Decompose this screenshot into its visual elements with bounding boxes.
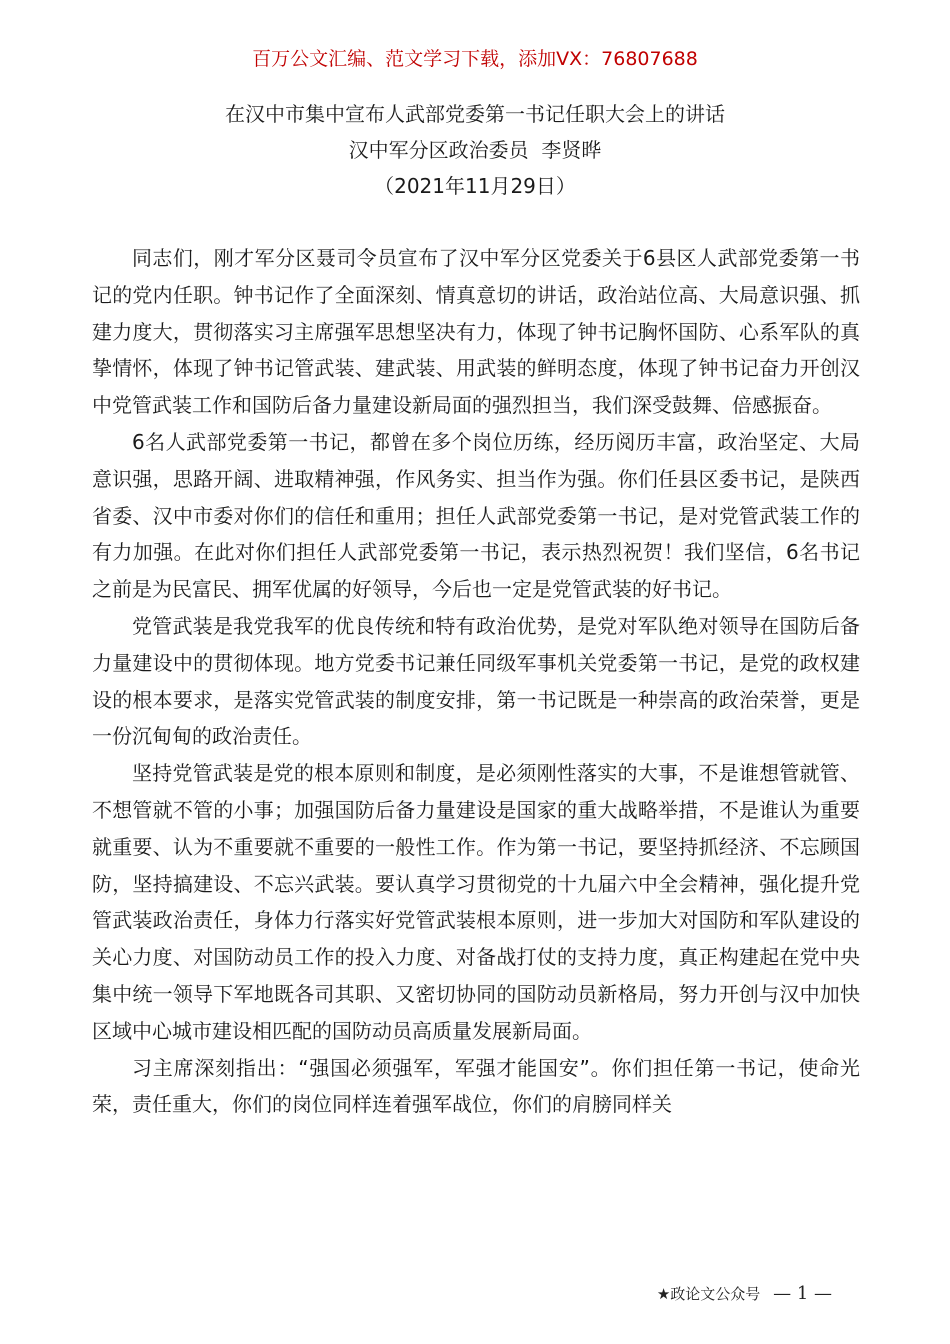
paragraph: 同志们，刚才军分区聂司令员宣布了汉中军分区党委关于6县区人武部党委第一书记的党内任职。钟书记作了全面深刻、情真意切的讲话，政治站位高、大局意识强、抓建力度大，贯彻落实习主席强军思想坚决有力，体现了钟书记胸怀国防、心系军队的真挚情怀，体现了钟书记管武装、建武装、用武装的鲜明态度，体现了钟书记奋力开创汉中党管武装工作和国防后备力量建设新局面的强烈担当，我们深受鼓舞、倍感振奋。 — [92, 246, 860, 418]
paragraph: 坚持党管武装是党的根本原则和制度，是必须刚性落实的大事，不是谁想管就管、不想管就不管的小事；加强国防后备力量建设是国家的重大战略举措，不是谁认为重要就重要、认为不重要就不重要的一般性工作。作为第一书记，要坚持抓经济、不忘顾国防，坚持搞建设、不忘兴武装。要认真学习贯彻党的十九届六中全会精神，强化提升党管武装政治责任，身体力行落实好党管武装根本原则，进一步加大对国防和军队建设的关心力度、对国防动员工作的投入力度、对备战打仗的支持力度，真正构建起在党中央集中统一领导下军地既各司其职、又密切协同的国防动员新格局，努力开创与汉中加快区域中心城市建设相匹配的国防动员高质量发展新局面。 — [92, 761, 860, 1043]
header-banner: 百万公文汇编、范文学习下载，添加VX：76807688 — [252, 48, 698, 70]
footer-label: ★政论文公众号 — [656, 1285, 761, 1303]
body-text — [92, 240, 860, 1123]
speech-title: 在汉中市集中宣布人武部党委第一书记任职大会上的讲话 — [225, 102, 725, 126]
paragraph: 习主席深刻指出：“强国必须强军，军强才能国安”。你们担任第一书记，使命光荣，责任重大，你们的岗位同样连着强军战位，你们的肩膀同样关 — [92, 1055, 860, 1117]
paragraph: 6名人武部党委第一书记，都曾在多个岗位历练，经历阅历丰富，政治坚定、大局意识强，思路开阔、进取精神强，作风务实、担当作为强。你们任县区委书记，是陕西省委、汉中市委对你们的信任和重用；担任人武部党委第一书记，是对党管武装工作的有力加强。在此对你们担任人武部党委第一书记，表示热烈祝贺！我们坚信，6名书记之前是为民富民、拥军优属的好领导，今后也一定是党管武装的好书记。 — [92, 429, 860, 602]
page-footer — [657, 1283, 832, 1305]
speech-author: 汉中军分区政治委员 李贤晔 — [348, 138, 602, 162]
title-block — [0, 96, 950, 204]
speech-date: （2021年11月29日） — [374, 174, 576, 198]
paragraph: 党管武装是我党我军的优良传统和特有政治优势，是党对军队绝对领导在国防后备力量建设中的贯彻体现。地方党委书记兼任同级军事机关党委第一书记，是党的政权建设的根本要求，是落实党管武装的制度安排，第一书记既是一种崇高的政治荣誉，更是一份沉甸甸的政治责任。 — [92, 613, 860, 749]
page-number: — 1 — — [773, 1283, 832, 1304]
